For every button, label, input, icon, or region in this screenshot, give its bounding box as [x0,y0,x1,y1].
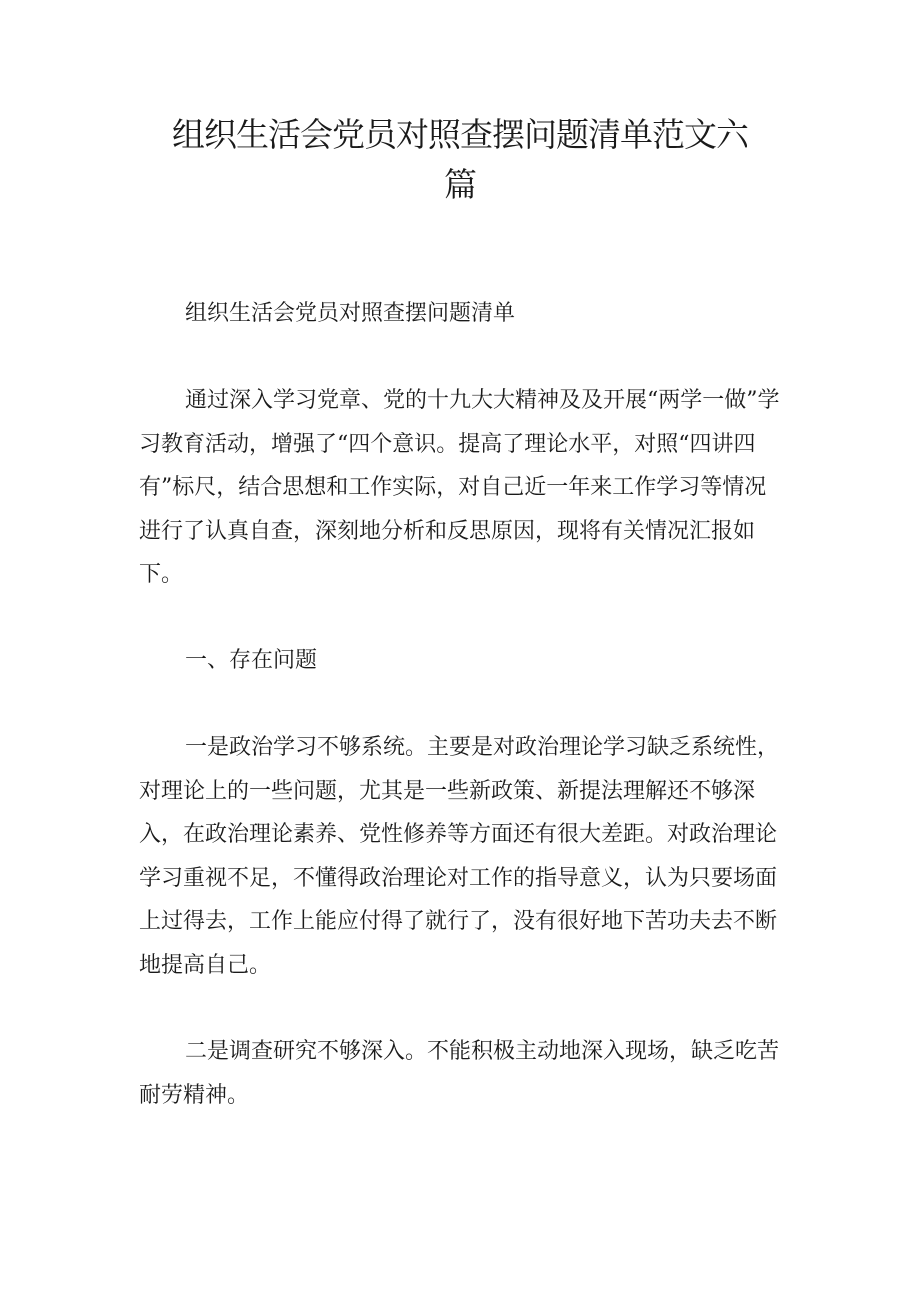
problem-item-2-paragraph: 二是调查研究不够深入。不能积极主动地深入现场，缺乏吃苦耐劳精神。 [139,1039,780,1108]
section-heading-problems: 一、存在问题 [185,648,318,673]
problem-item-1-paragraph: 一是政治学习不够系统。主要是对政治理论学习缺乏系统性，对理论上的一些问题，尤其是一些新政策、新提法理解还不够深入，在政治理论素养、党性修养等方面还有很大差距。对政治理论学习重视不足，不懂得政治理论对工作的指导意义，认为只要场面上过得去，工作上能应付得了就行了，没有很好地下苦功夫去不断地提高自己。 [139,735,780,978]
document-title: 组织生活会党员对照查摆问题清单范文六篇 [172,115,748,204]
intro-paragraph: 通过深入学习党章、党的十九大大精神及及开展“两学一做”学习教育活动，增强了“四个意识。提高了理论水平，对照“四讲四有”标尺，结合思想和工作实际，对自己近一年来工作学习等情况进行了认真自查，深刻地分析和反思原因，现将有关情况汇报如下。 [139,388,780,587]
subtitle-paragraph: 组织生活会党员对照查摆问题清单 [185,301,516,326]
